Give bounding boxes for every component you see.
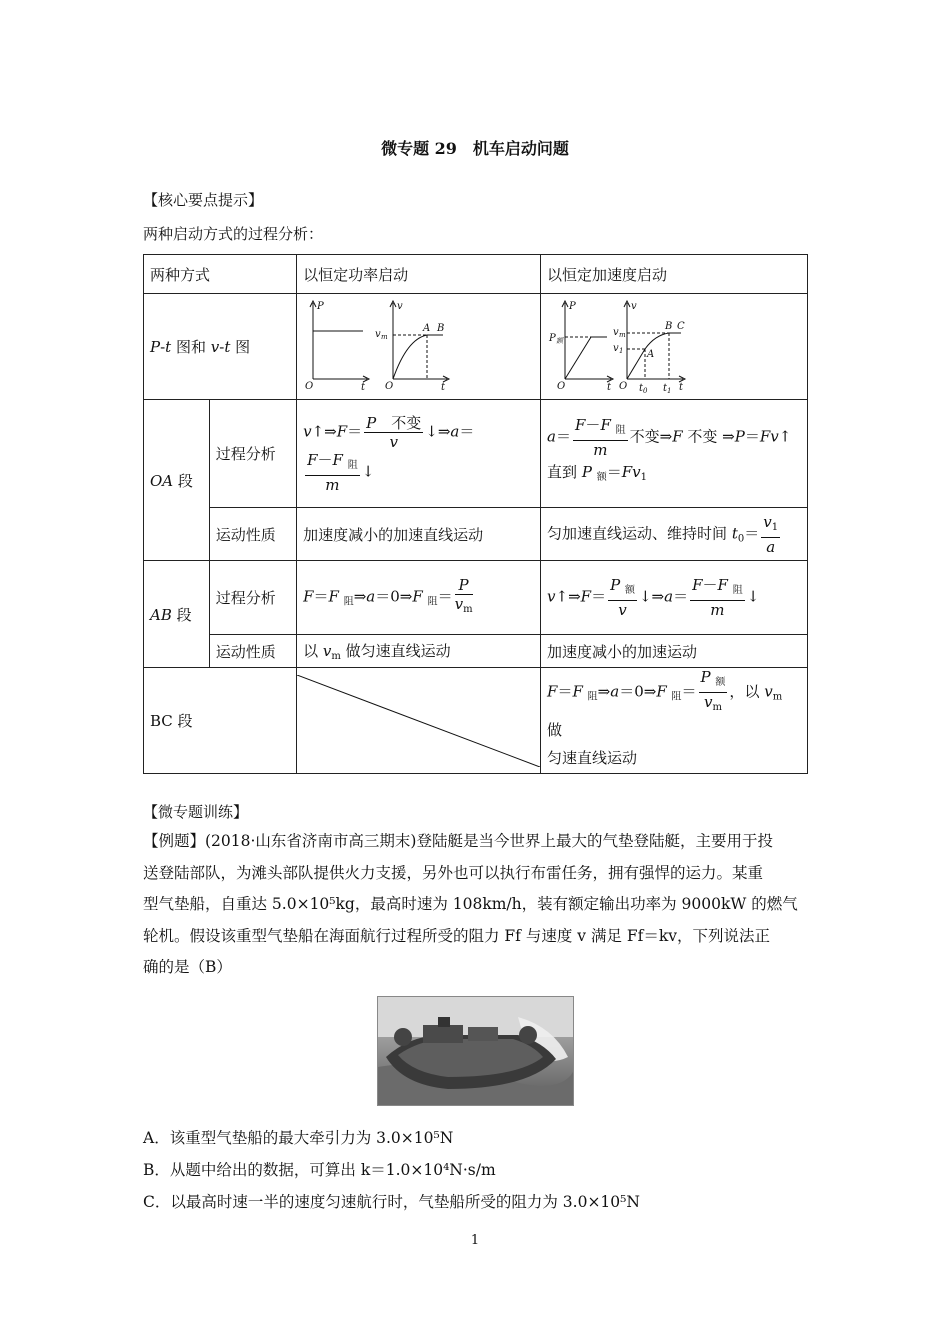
svg-text:O: O [557, 380, 566, 392]
row-label-bc: BC 段 [144, 668, 297, 774]
with-v-do-text: 做 [547, 721, 563, 739]
bc-tail-text: 匀速直线运动 [547, 749, 638, 767]
svg-text:C: C [677, 320, 685, 332]
example-line-3: 型气垫船，自重达 5.0×10⁵kg，最高时速为 108km/h，装有额定输出功率为 9000kW 的燃气 [143, 895, 798, 913]
hovercraft-photo [377, 996, 574, 1106]
section-heading-key-points: 【核心要点提示】 [143, 191, 264, 209]
svg-text:1: 1 [619, 346, 624, 355]
svg-text:v: v [613, 326, 619, 338]
svg-text:t: t [639, 382, 644, 394]
example-line-4: 轮机。假设该重型气垫船在海面航行过程所受的阻力 Ff 与速度 v 满足 Ff＝kv，下列说法正 [143, 926, 771, 945]
bc-constant-acceleration: F＝F $_阻$⇒a＝0⇒F $_阻$＝ $\frac{P _额}{v_m}$ ，以 $v_m$ 做 匀速直线运动 [541, 668, 808, 774]
option-b: B．从题中给出的数据，可算出 k＝1.0×10⁴N·s/m [143, 1161, 496, 1179]
row-label-oa: OA 段 [144, 400, 210, 561]
constant-power-graphs [297, 297, 537, 397]
ab-motion-p-text: 做匀速直线运动 [345, 642, 451, 660]
svg-text:P: P [317, 300, 324, 312]
example-line-2: 送登陆部队，为滩头部队提供火力支援，另外也可以执行布雷任务，拥有强悍的运力。某重 [143, 863, 764, 882]
bc-empty-cell [297, 668, 541, 774]
cell-constant-power-graphs [297, 294, 541, 400]
row-label-ab: AB 段 [144, 561, 210, 668]
svg-text:t: t [679, 381, 684, 393]
svg-text:O: O [385, 380, 394, 392]
svg-text:m: m [619, 330, 626, 339]
diagonal-line [297, 675, 540, 767]
header-methods: 两种方式 [144, 255, 297, 294]
label-process-oa: 过程分析 [209, 400, 296, 508]
svg-text:1: 1 [667, 386, 672, 395]
svg-text:v: v [397, 300, 403, 312]
oa-motion-constant-power: 加速度减小的加速直线运动 [297, 508, 541, 561]
analysis-table [143, 254, 808, 774]
header-constant-power: 以恒定功率启动 [297, 255, 541, 294]
section-heading-training: 【微专题训练】 [143, 803, 249, 821]
with-text: 以 [303, 642, 319, 660]
intro-text: 两种启动方式的过程分析： [143, 225, 324, 243]
option-a: A．该重型气垫船的最大牵引力为 3.0×10⁵N [143, 1129, 454, 1147]
svg-text:A: A [647, 348, 655, 360]
example-line-1: 【例题】(2018·山东省济南市高三期末)登陆艇是当今世界上最大的气垫登陆艇，主要用于投 [143, 832, 773, 850]
svg-text:t: t [663, 382, 668, 394]
ab-motion-constant-power: 以 $v_m$ 做匀速直线运动 [297, 635, 541, 668]
svg-text:O: O [619, 380, 628, 392]
oa-process-constant-acceleration: a＝ $\frac{F-F _阻}{m}$ 不变⇒F 不变 ⇒P＝Fv↑ 直到 P $_额=Fv_1$ [541, 400, 808, 508]
ab-process-constant-acceleration: v↑⇒F＝ $\frac{P _额}{v}$ ↓⇒a＝ $\frac{F-F _阻}{m}$ ↓ [541, 561, 808, 635]
svg-text:P: P [549, 332, 556, 344]
svg-text:0: 0 [643, 386, 648, 395]
option-c: C．以最高时速一半的速度匀速航行时，气垫船所受的阻力为 3.0×10⁵N [143, 1193, 640, 1211]
cell-constant-acceleration-graphs [541, 294, 808, 400]
svg-text:B: B [437, 322, 445, 334]
svg-text:A: A [423, 322, 431, 334]
svg-text:v: v [375, 328, 381, 340]
hovercraft-illustration [378, 997, 573, 1105]
label-process-ab: 过程分析 [209, 561, 296, 635]
svg-text:v: v [613, 342, 619, 354]
label-motion-ab: 运动性质 [209, 635, 296, 668]
example-line-5: 确的是（B） [143, 958, 232, 976]
page-number: 1 [470, 1233, 480, 1248]
svg-text:额: 额 [556, 336, 564, 345]
constant-acceleration-graphs [541, 297, 803, 397]
row-label-graphs: P-t 图和 v-t 图 [144, 294, 297, 400]
svg-text:B: B [665, 320, 673, 332]
oa-process-constant-power: v↑⇒F＝ $\frac{\text{P 不变}}{v}$ ↓⇒a＝ $\frac{F-F _阻}{m}$ ↓ [297, 400, 541, 508]
svg-text:m: m [381, 332, 388, 341]
svg-text:P: P [569, 300, 576, 312]
header-constant-acceleration: 以恒定加速度启动 [541, 255, 808, 294]
ab-motion-constant-acceleration: 加速度减小的加速运动 [541, 635, 808, 668]
ab-process-constant-power: F＝F $_阻$⇒a＝0⇒F $_阻$＝ $\frac{P}{v_m}$ [297, 561, 541, 635]
page-title: 微专题 29 机车启动问题 [381, 139, 569, 158]
with-text-2: 以 [744, 682, 760, 701]
oa-motion-a-text: 匀加速直线运动、维持时间 [547, 524, 728, 542]
svg-text:t: t [441, 381, 446, 393]
label-motion-oa: 运动性质 [209, 508, 296, 561]
example-paragraph [143, 826, 811, 984]
svg-text:t: t [607, 381, 612, 393]
svg-text:v: v [631, 300, 637, 312]
unchanged-text: 不变 [391, 413, 422, 432]
until-text: 直到 [547, 463, 578, 481]
svg-text:O: O [305, 380, 314, 392]
oa-motion-constant-acceleration: 匀加速直线运动、维持时间 $t_0=$ $\frac{v_1}{a}$ [541, 508, 808, 561]
svg-text:t: t [361, 381, 366, 393]
